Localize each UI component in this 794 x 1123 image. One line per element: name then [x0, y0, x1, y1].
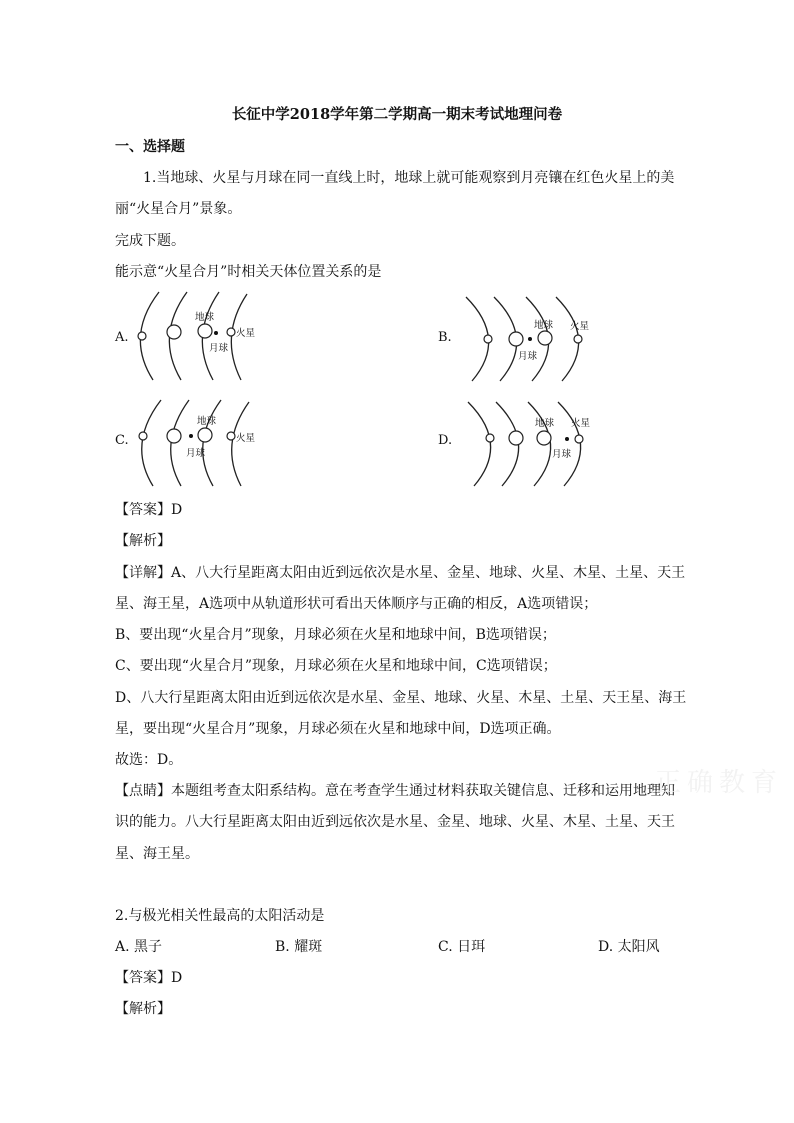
option-b-mars-label: 火星: [570, 321, 590, 332]
q1-conclusion: 故选：D。: [115, 752, 183, 768]
option-b-moon-label: 月球: [518, 351, 538, 362]
q1-tip-line1: 【点睛】本题组考查太阳系结构。意在考查学生通过材料获取关键信息、迁移和运用地理知: [115, 783, 675, 799]
option-c-earth-label: 地球: [197, 416, 217, 427]
q1-instruction: 完成下题。: [115, 233, 185, 249]
q2-answer: 【答案】D: [115, 970, 183, 986]
option-d-letter: D.: [438, 433, 453, 448]
q1-detail-line5: D、八大行星距离太阳由近到远依次是水星、金星、地球、火星、木星、土星、天王星、海王: [115, 690, 687, 706]
option-c-letter: C.: [115, 433, 129, 448]
option-d-orbits: [438, 398, 598, 493]
option-b-letter: B.: [438, 330, 452, 345]
option-a-earth-label: 地球: [195, 312, 215, 323]
q1-detail-line2: 星、海王星，A选项中从轨道形状可看出天体顺序与正确的相反，A选项错误；: [115, 596, 598, 612]
q2-option-d: D. 太阳风: [598, 939, 660, 955]
option-b-earth-label: 地球: [534, 320, 554, 331]
q1-detail-line1: 【详解】A、八大行星距离太阳由近到远依次是水星、金星、地球、火星、木星、土星、天王: [115, 565, 686, 581]
option-a-letter: A.: [115, 330, 129, 345]
option-c-moon-label: 月球: [186, 448, 206, 459]
option-a-mars-label: 火星: [236, 328, 256, 339]
page-title: 长征中学2018学年第二学期高一期末考试地理问卷: [231, 106, 563, 123]
option-a-diagram: [115, 290, 275, 385]
q1-detail-line4: C、要出现“火星合月”现象，月球必须在火星和地球中间，C选项错误；: [115, 658, 557, 674]
q1-tip-line3: 星、海王星。: [115, 846, 199, 862]
option-d-mars-label: 火星: [571, 418, 591, 429]
option-d-moon-label: 月球: [552, 449, 572, 460]
option-b-orbits: [438, 293, 598, 388]
q1-answer: 【答案】D: [115, 502, 183, 518]
q2-option-a: A. 黑子: [115, 939, 163, 955]
section-heading: 一、选择题: [115, 139, 185, 155]
q1-analysis-heading: 【解析】: [115, 533, 171, 549]
q1-question: 能示意“火星合月”时相关天体位置关系的是: [115, 264, 382, 280]
q2-stem: 2.与极光相关性最高的太阳活动是: [115, 908, 325, 924]
watermark: 正确教育: [655, 768, 784, 798]
q2-option-b: B. 耀斑: [275, 939, 323, 955]
q1-tip-line2: 识的能力。八大行星距离太阳由近到远依次是水星、金星、地球、火星、木星、土星、天王: [115, 814, 675, 830]
option-c-diagram: [115, 398, 275, 493]
q1-stem-line1: 1.当地球、火星与月球在同一直线上时，地球上就可能观察到月亮镶在红色火星上的美: [143, 170, 675, 186]
option-b-diagram: [438, 293, 598, 388]
q2-option-c: C. 日珥: [438, 939, 486, 955]
q1-stem-line2: 丽“火星合月”景象。: [115, 201, 242, 217]
option-a-moon-label: 月球: [209, 343, 229, 354]
option-c-mars-label: 火星: [236, 433, 256, 444]
q1-detail-line6: 星，要出现“火星合月”现象，月球必须在火星和地球中间，D选项正确。: [115, 721, 561, 737]
q2-analysis-heading: 【解析】: [115, 1001, 171, 1017]
option-d-earth-label: 地球: [535, 418, 555, 429]
option-d-diagram: [438, 398, 598, 493]
q1-detail-line3: B、要出现“火星合月”现象，月球必须在火星和地球中间，B选项错误；: [115, 627, 556, 643]
